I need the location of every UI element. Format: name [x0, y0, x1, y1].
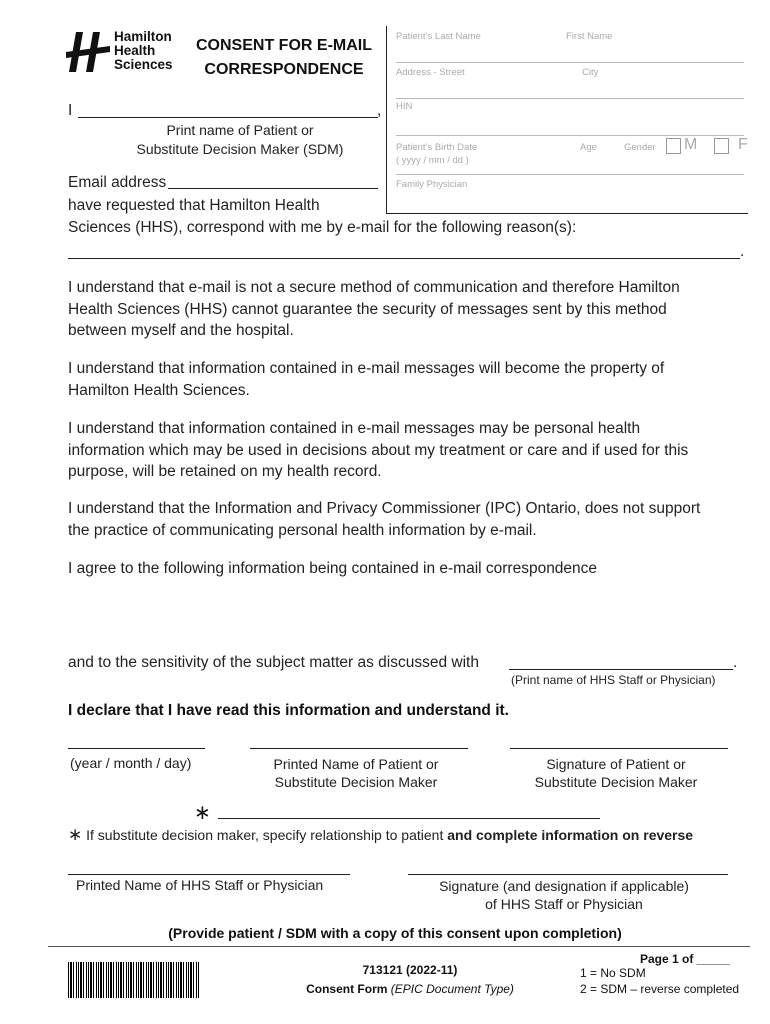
reason-line[interactable] — [68, 258, 740, 259]
city-label: City — [582, 67, 599, 78]
patient-box-bottom-border — [386, 213, 748, 214]
sensitivity-period: . — [733, 654, 738, 671]
patient-box-left-border — [386, 26, 387, 214]
staff-printed-name-line[interactable] — [68, 874, 350, 875]
p1-line-3: between myself and the hospital. — [68, 322, 294, 339]
address-label: Address - Street — [396, 67, 465, 78]
last-name-label: Patient’s Last Name — [396, 31, 481, 42]
printed-name-caption-2: Substitute Decision Maker — [274, 774, 438, 790]
staff-signature-caption — [408, 877, 720, 913]
staff-signature-caption-1: Signature (and designation if applicable) — [439, 878, 689, 894]
sdm-option-2: 2 = SDM – reverse completed — [580, 982, 740, 996]
paragraph-ipc — [68, 498, 758, 541]
sdm-note-asterisk-icon: ∗ — [68, 825, 83, 844]
logo-line-3: Sciences — [114, 57, 173, 72]
print-name-caption — [90, 121, 390, 159]
printed-name-caption-1: Printed Name of Patient or — [273, 756, 439, 772]
staff-printed-name-caption: Printed Name of HHS Staff or Physician — [76, 877, 324, 893]
form-type — [290, 980, 530, 999]
gender-m-label: M — [684, 136, 698, 153]
form-type-italic: (EPIC Document Type) — [390, 982, 514, 996]
p4-line-1: I understand that the Information and Privacy Commissioner (IPC) Ontario, does not support — [68, 500, 701, 517]
patient-signature-line[interactable] — [510, 748, 728, 749]
patient-signature-caption — [496, 755, 736, 791]
logo-text — [114, 30, 173, 72]
page-number: Page 1 of _____ — [640, 952, 731, 966]
print-name-line[interactable] — [78, 117, 378, 118]
p1-line-1: I understand that e-mail is not a secure method of communication and therefore Hamilton — [68, 279, 680, 296]
paragraph-secure — [68, 277, 758, 342]
relationship-line[interactable] — [218, 818, 600, 819]
title-line-2: CORRESPONDENCE — [204, 61, 364, 78]
hhs-logo-mark-icon — [66, 30, 110, 74]
p3-line-1: I understand that information contained in e-mail messages may be personal health — [68, 420, 641, 437]
footer-divider — [48, 946, 750, 947]
form-title — [186, 34, 382, 82]
p2-line-2: Hamilton Health Sciences. — [68, 381, 250, 399]
paragraph-agree: I agree to the following information being contained in e-mail correspondence — [68, 560, 598, 577]
form-type-label: Consent Form — [306, 982, 388, 996]
hhs-logo — [66, 30, 178, 74]
gender-f-label: F — [738, 136, 748, 153]
patient-printed-name-caption — [236, 755, 476, 791]
p4-line-2: the practice of communicating personal health information by e-mail. — [68, 521, 537, 539]
signature-caption-2: Substitute Decision Maker — [534, 774, 698, 790]
sensitivity-caption: (Print name of HHS Staff or Physician) — [511, 673, 716, 687]
gender-m-checkbox[interactable] — [666, 138, 681, 154]
logo-line-2: Health — [114, 43, 156, 58]
declare-statement: I declare that I have read this information and understand it. — [68, 702, 509, 719]
email-address-line[interactable] — [168, 188, 378, 189]
p3-line-2: information which may be used in decisions about my treatment or care and if used for this — [68, 441, 689, 459]
p3-line-3: purpose, will be retained on my health record. — [68, 463, 382, 480]
paragraph-property — [68, 358, 758, 401]
barcode — [68, 962, 200, 998]
p2-line-1: I understand that information contained in e-mail messages will become the property of — [68, 360, 665, 377]
sensitivity-text: and to the sensitivity of the subject matter as discussed with — [68, 654, 479, 671]
asterisk-icon: ∗ — [194, 802, 211, 824]
signature-caption-1: Signature of Patient or — [546, 756, 686, 772]
sdm-note-bold: and complete information on reverse — [447, 827, 694, 843]
sdm-note-text: If substitute decision maker, specify relationship to patient — [86, 827, 444, 843]
staff-name-line[interactable] — [509, 669, 733, 670]
staff-signature-caption-2: of HHS Staff or Physician — [485, 896, 643, 912]
email-address-label: Email address — [68, 174, 167, 191]
intro-i: I — [68, 102, 73, 119]
hin-label: HIN — [396, 101, 413, 112]
address-field-line[interactable] — [396, 98, 744, 99]
patient-printed-name-line[interactable] — [250, 748, 468, 749]
date-caption: (year / month / day) — [70, 755, 192, 771]
gender-label: Gender — [624, 142, 656, 153]
sdm-option-1: 1 = No SDM — [580, 966, 646, 980]
form-number: 713121 (2022-11) — [362, 963, 458, 977]
date-line[interactable] — [68, 748, 205, 749]
provide-copy-note: (Provide patient / SDM with a copy of this consent upon completion) — [168, 925, 622, 941]
intro-comma: , — [377, 102, 382, 119]
age-label: Age — [580, 142, 597, 153]
title-line-1: CONSENT FOR E-MAIL — [196, 37, 372, 54]
birth-date-label: Patient’s Birth Date — [396, 142, 478, 153]
print-name-caption-1: Print name of Patient or — [166, 122, 314, 138]
name-field-line[interactable] — [396, 62, 744, 63]
paragraph-health-record — [68, 418, 758, 483]
gender-f-checkbox[interactable] — [714, 138, 729, 154]
family-physician-label: Family Physician — [396, 179, 468, 190]
first-name-label: First Name — [566, 31, 613, 42]
logo-line-1: Hamilton — [114, 29, 172, 44]
birth-date-format: ( yyyy / mm / dd ) — [396, 155, 469, 166]
form-info — [290, 961, 530, 999]
p1-line-2: Health Sciences (HHS) cannot guarantee the security of messages sent by this method — [68, 300, 667, 318]
reason-period: . — [740, 243, 745, 260]
birth-field-line[interactable] — [396, 174, 744, 175]
print-name-caption-2: Substitute Decision Maker (SDM) — [136, 141, 344, 157]
sdm-note — [68, 825, 693, 845]
requested-line-1: have requested that Hamilton Health — [68, 197, 320, 214]
requested-line-2: Sciences (HHS), correspond with me by e-mail for the following reason(s): — [68, 219, 577, 236]
staff-signature-line[interactable] — [408, 874, 728, 875]
